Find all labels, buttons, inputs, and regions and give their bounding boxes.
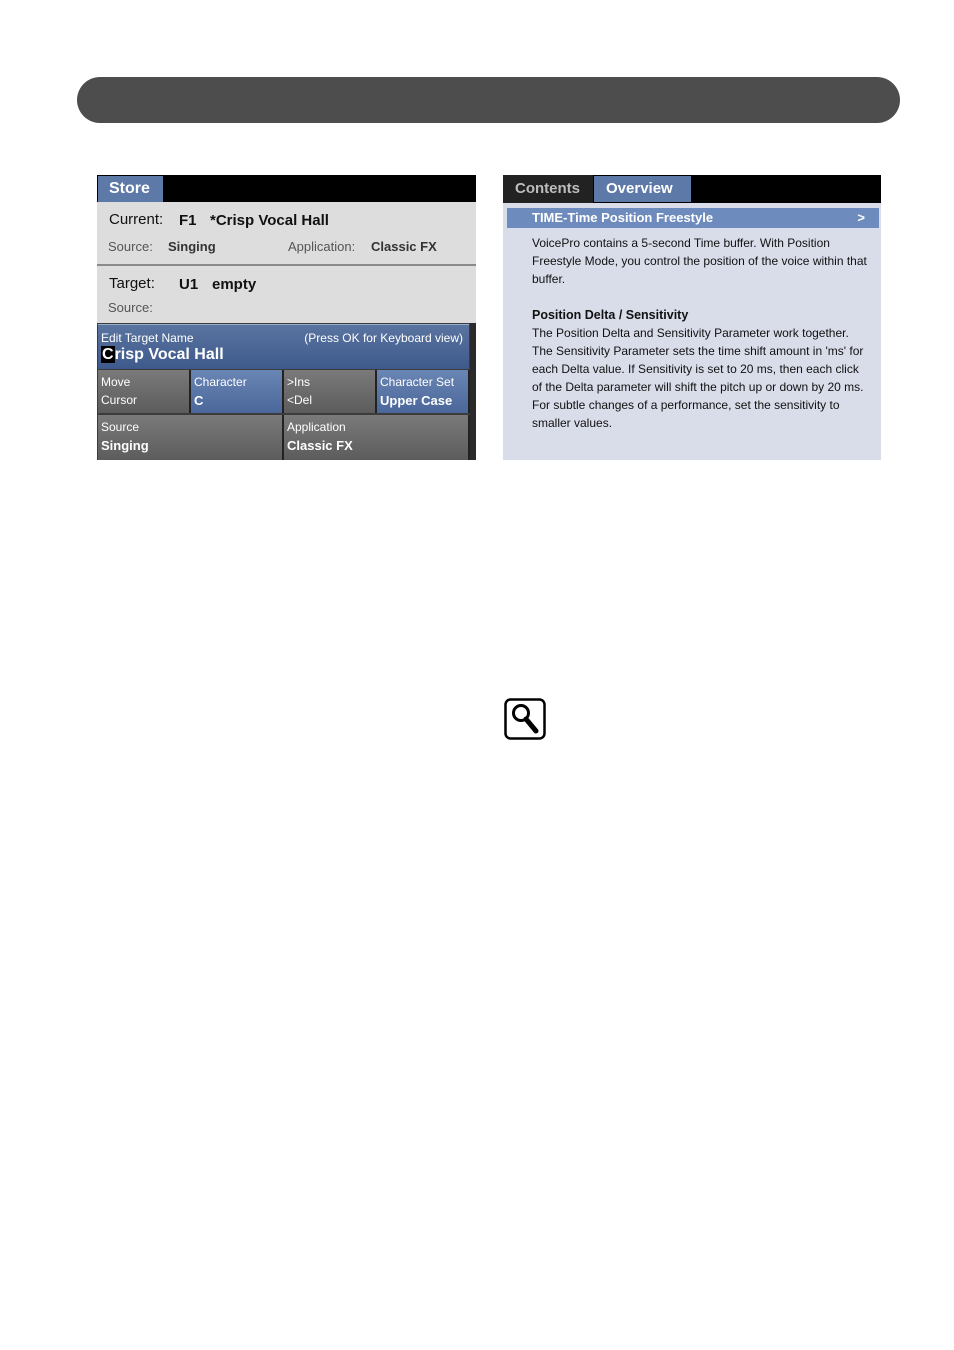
move-cursor-softkey[interactable] bbox=[98, 370, 191, 413]
store-screen bbox=[97, 175, 476, 460]
help-tab-bar bbox=[503, 175, 881, 203]
help-section-heading: Position Delta / Sensitivity bbox=[532, 308, 689, 322]
store-tab-bar bbox=[97, 175, 476, 202]
softkey-value: C bbox=[194, 393, 204, 408]
application-softkey[interactable] bbox=[284, 415, 470, 460]
tab-contents[interactable]: Contents bbox=[503, 175, 593, 203]
softkey-label: >Ins bbox=[287, 375, 311, 389]
current-source-value: Singing bbox=[168, 239, 216, 254]
chapter-header-bar bbox=[77, 77, 900, 123]
text-cursor[interactable]: C bbox=[102, 346, 114, 363]
softkey-label: Source bbox=[101, 420, 140, 434]
screen-edge bbox=[470, 323, 476, 460]
softkey-value: Classic FX bbox=[287, 438, 353, 453]
softkey-label: <Del bbox=[287, 393, 313, 407]
target-name: empty bbox=[212, 276, 257, 293]
target-name-text bbox=[101, 346, 224, 364]
current-application-label: Application: bbox=[288, 239, 356, 254]
current-source-label: Source: bbox=[108, 239, 153, 254]
current-slot: F1 bbox=[179, 212, 197, 229]
softkey-label: Application bbox=[287, 420, 346, 434]
character-softkey[interactable] bbox=[191, 370, 284, 413]
current-label: Current: bbox=[109, 211, 164, 228]
target-slot: U1 bbox=[179, 276, 199, 293]
help-paragraph: The Position Delta and Sensitivity Parameter work together. The Sensitivity Parameter sets the time shift amount in 'ms' for each Delta value. If Sensitivity is set to 20 ms, then each click of the Delta parameter will shift the pitch up or down by 20 ms. For subtle changes of a performance, set the sensitivity to smaller values. bbox=[532, 326, 864, 430]
softkey-value: Singing bbox=[101, 438, 149, 453]
magnifier-icon bbox=[504, 698, 546, 740]
tab-overview[interactable]: Overview bbox=[594, 176, 691, 202]
help-screen bbox=[503, 175, 881, 460]
help-topic-title: TIME-Time Position Freestyle bbox=[532, 210, 714, 225]
softkey-label: Cursor bbox=[101, 393, 138, 407]
source-softkey[interactable] bbox=[98, 415, 284, 460]
target-label: Target: bbox=[109, 275, 155, 292]
target-name-rest: risp Vocal Hall bbox=[114, 346, 224, 363]
edit-target-name-field[interactable] bbox=[98, 324, 469, 369]
tab-store[interactable]: Store bbox=[98, 176, 163, 202]
help-body bbox=[532, 234, 867, 432]
help-paragraph: VoicePro contains a 5-second Time buffer. With Position Freestyle Mode, you control the position of the voice within that buffer. bbox=[532, 236, 867, 286]
current-preset-panel bbox=[97, 202, 476, 266]
target-preset-panel bbox=[97, 266, 476, 323]
edit-area bbox=[97, 323, 476, 460]
target-source-label: Source: bbox=[108, 300, 153, 315]
softkey-label: Character bbox=[194, 375, 247, 389]
edit-target-name-title: Edit Target Name bbox=[101, 331, 194, 345]
insert-delete-softkey[interactable] bbox=[284, 370, 377, 413]
current-name: *Crisp Vocal Hall bbox=[210, 212, 329, 229]
keyboard-view-hint: (Press OK for Keyboard view) bbox=[304, 331, 463, 345]
chevron-right-icon: > bbox=[857, 210, 865, 225]
softkey-label: Character Set bbox=[380, 375, 455, 389]
softkey-value: Upper Case bbox=[380, 393, 453, 408]
help-topic-row[interactable] bbox=[507, 208, 879, 228]
current-application-value: Classic FX bbox=[371, 239, 437, 254]
softkey-label: Move bbox=[101, 375, 131, 389]
character-set-softkey[interactable] bbox=[377, 370, 470, 413]
